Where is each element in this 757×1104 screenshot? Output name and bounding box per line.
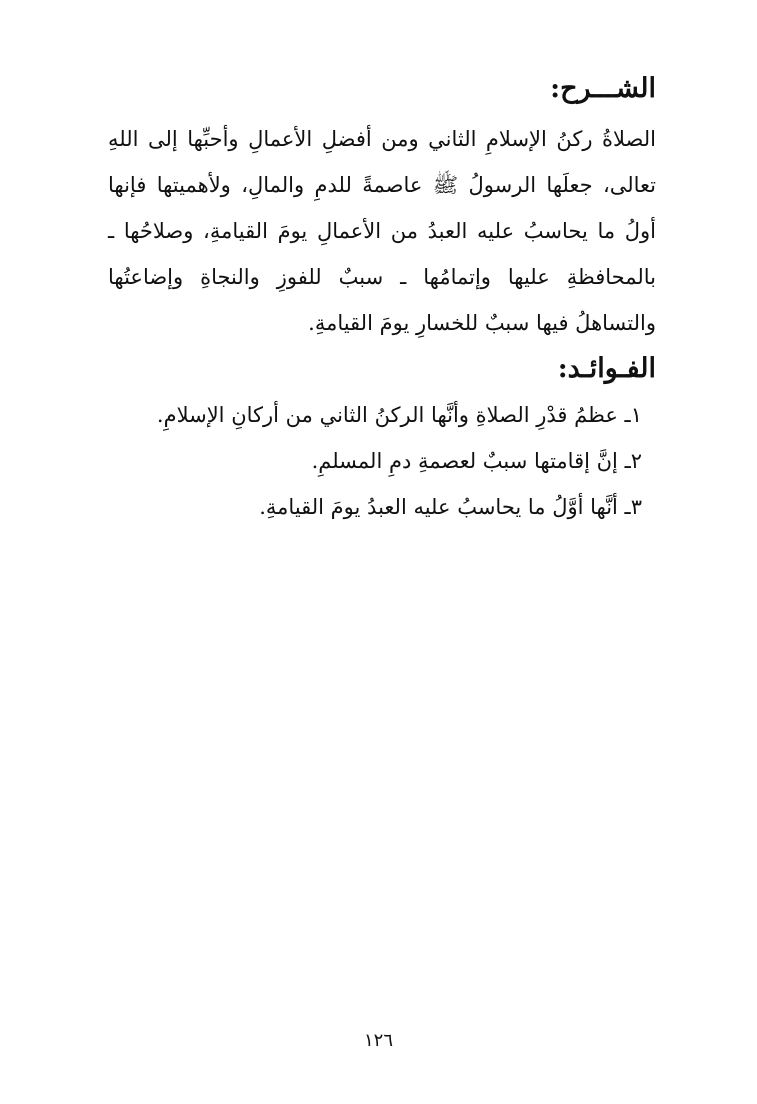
- benefit-item-3: ٣ـ أنَّها أوَّلُ ما يحاسبُ عليه العبدُ يومَ القيامةِ.: [259, 495, 642, 519]
- benefit-item-1: ١ـ عظمُ قدْرِ الصلاةِ وأنَّها الركنُ الثاني من أركانِ الإسلامِ.: [156, 403, 642, 427]
- benefit-item-2: ٢ـ إنَّ إقامتها سببٌ لعصمةِ دمِ المسلمِ.: [311, 449, 642, 473]
- section-heading-benefits: الفـوائـد:: [557, 353, 656, 384]
- section-heading-explanation: الشـــرح:: [550, 73, 656, 104]
- explanation-paragraph: الصلاةُ ركنُ الإسلامِ الثاني ومن أفضلِ الأعمالِ وأحبِّها إلى اللهِ تعالى، جعلَها الرسولُ ﷺ عاصمةً للدمِ والمالِ، ولأهميتها فإنها أولُ ما يحاسبُ عليه العبدُ من الأعمالِ يومَ القيامةِ، وصلاحُها ـ بالمحافظةِ عليها وإتمامُها ـ سببٌ للفوزِ والنجاةِ وإضاعتُها والتساهلُ فيها سببٌ للخسارِ يومَ القيامةِ.: [108, 127, 657, 335]
- page-number: ١٢٦: [363, 1030, 393, 1051]
- benefits-list: [108, 392, 656, 530]
